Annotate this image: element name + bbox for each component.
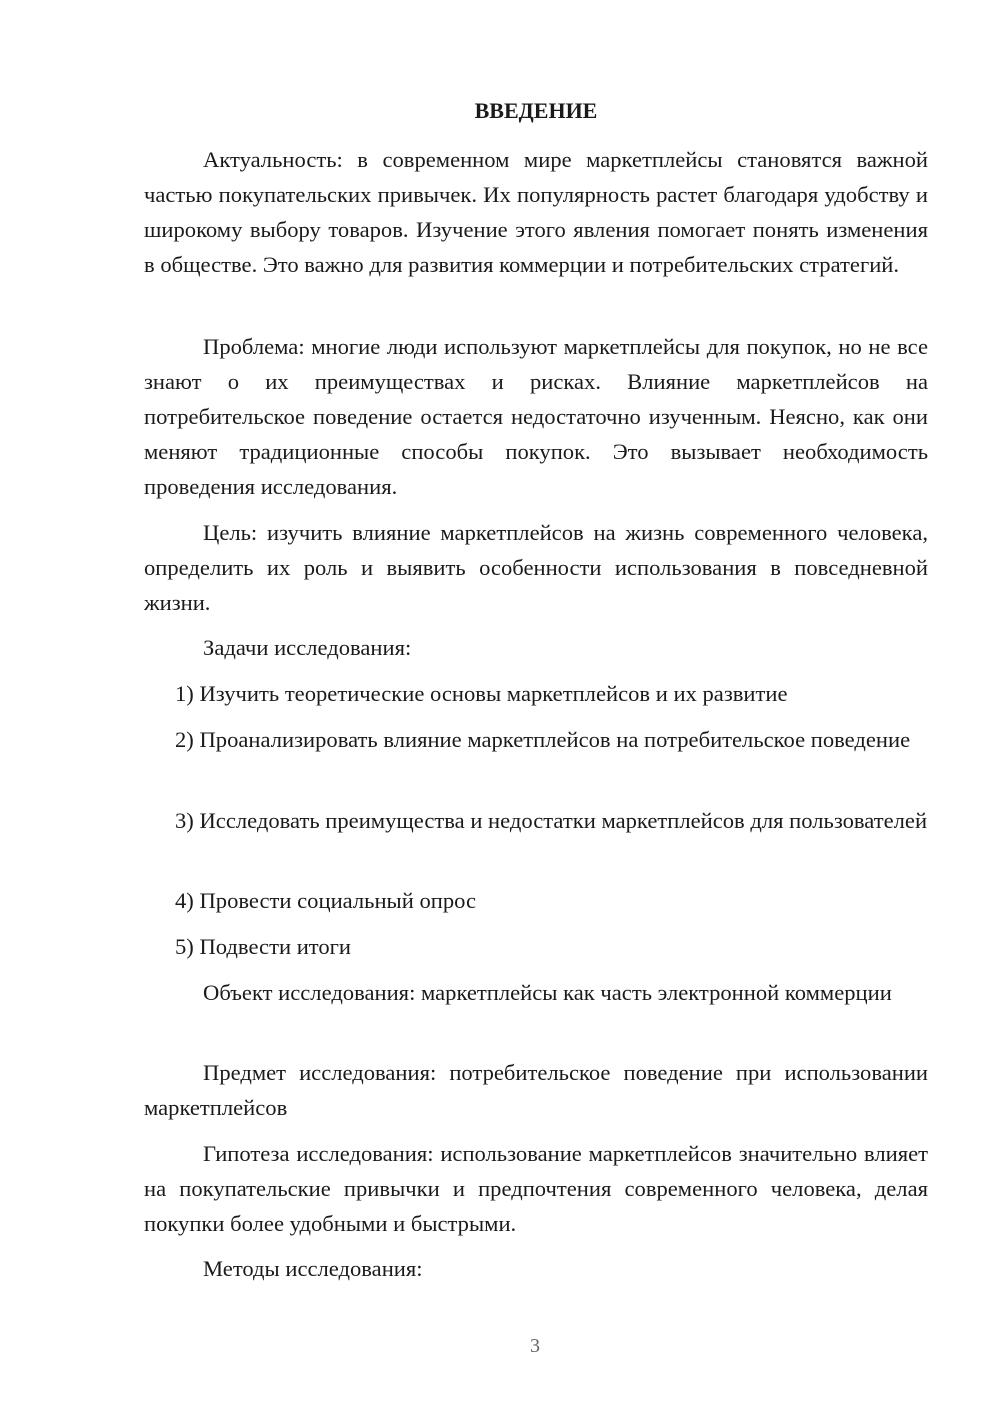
task-item-1: 1) Изучить теоретические основы маркетплейсов и их развитие [175,681,788,706]
paragraph-hypothesis: Гипотеза исследования: использование маркетплейсов значительно влияет на покупательские привычки и предпочтения современного человека, делая покупки более удобными и быстрыми. [144,1141,928,1236]
section-heading: ВВЕДЕНИЕ [474,98,598,123]
task-item-4: 4) Провести социальный опрос [175,888,477,913]
paragraph-problem: Проблема: многие люди используют маркетплейсы для покупок, но не все знают о их преимуществах и рисках. Влияние маркетплейсов на потребительское поведение остается недостаточно изученным. Неясно, как они меняют традиционные способы покупок. Это вызывает необходимость проведения исследования. [144,334,928,499]
paragraph-tasks-intro: Задачи исследования: [203,635,412,660]
paragraph-subject: Предмет исследования: потребительское поведение при использовании маркетплейсов [144,1060,928,1120]
paragraph-relevance: Актуальность: в современном мире маркетплейсы становятся важной частью покупательских привычек. Их популярность растет благодаря удобству и широкому выбору товаров. Изучение этого явления помогает понять изменения в обществе. Это важно для развития коммерции и потребительских стратегий. [144,147,928,277]
paragraph-goal: Цель: изучить влияние маркетплейсов на жизнь современного человека, определить их роль и выявить особенности использования в повседневной жизни. [144,520,928,615]
paragraph-object: Объект исследования: маркетплейсы как часть электронной коммерции [203,980,892,1005]
task-item-3: 3) Исследовать преимущества и недостатки маркетплейсов для пользователей [175,808,928,833]
task-item-5: 5) Подвести итоги [175,934,352,959]
page-number: 3 [530,1335,540,1357]
paragraph-methods-intro: Методы исследования: [203,1256,423,1281]
task-item-2: 2) Проанализировать влияние маркетплейсов на потребительское поведение [175,727,911,752]
